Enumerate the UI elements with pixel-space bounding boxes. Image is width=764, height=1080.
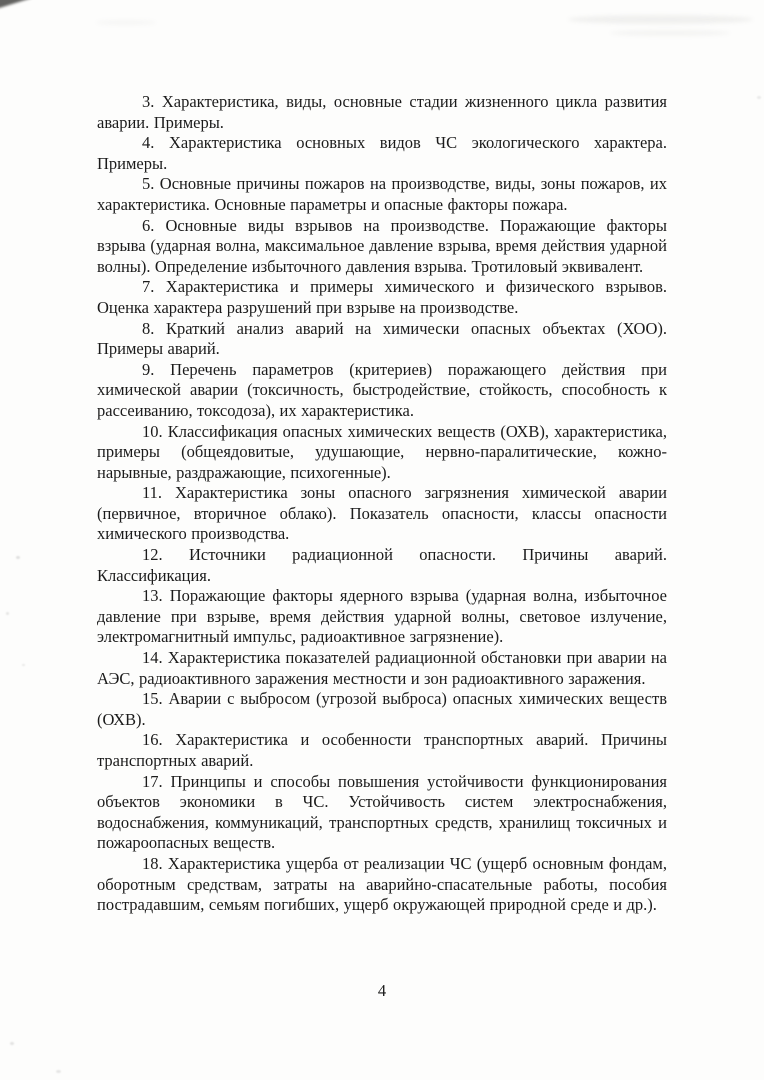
numbered-item bbox=[97, 277, 667, 318]
question-list bbox=[97, 92, 667, 916]
item-text: Принципы и способы повышения устойчивости функционирования объектов экономики в ЧС. Устойчивость систем электроснабжения, водоснабжения, коммуникаций, транспортных средств, хранилищ токсичных и пожароопасных веществ. bbox=[97, 771, 667, 853]
item-number: 18. bbox=[142, 853, 163, 873]
scan-speck bbox=[6, 612, 9, 615]
scan-smudge bbox=[610, 30, 730, 36]
item-number: 15. bbox=[142, 689, 163, 709]
scan-speck bbox=[16, 556, 20, 559]
item-number: 9. bbox=[142, 359, 155, 379]
numbered-item bbox=[97, 772, 667, 854]
numbered-item bbox=[97, 133, 667, 174]
item-number: 13. bbox=[142, 586, 163, 606]
item-text: Перечень параметров (критериев) поражающего действия при химической аварии (токсичность, быстродействие, стойкость, способность к рассеиванию, токсодоза), их характеристика. bbox=[97, 359, 667, 420]
item-text: Характеристика и примеры химического и физического взрывов. Оценка характера разрушений при взрыве на производстве. bbox=[97, 277, 667, 317]
scan-speck bbox=[757, 96, 761, 99]
item-number: 8. bbox=[142, 318, 155, 338]
numbered-item bbox=[97, 174, 667, 215]
numbered-item bbox=[97, 319, 667, 360]
numbered-item bbox=[97, 216, 667, 278]
item-text: Характеристика ущерба от реализации ЧС (ущерб основным фондам, оборотным средствам, затраты на аварийно-спасательные работы, пособия пострадавшим, семьям погибших, ущерб окружающей природной среде и др.). bbox=[97, 853, 667, 915]
item-number: 16. bbox=[142, 730, 163, 750]
item-number: 5. bbox=[142, 174, 155, 194]
scan-speck bbox=[56, 1070, 61, 1073]
item-text: Краткий анализ аварий на химически опасных объектах (ХОО). Примеры аварий. bbox=[97, 318, 667, 359]
item-number: 12. bbox=[142, 545, 163, 565]
item-number: 4. bbox=[142, 133, 155, 153]
item-number: 6. bbox=[142, 215, 155, 235]
numbered-item bbox=[97, 422, 667, 484]
item-text: Поражающие факторы ядерного взрыва (ударная волна, избыточное давление при взрыве, время действия ударной волны, световое излучение, электромагнитный импульс, радиоактивное загрязнение). bbox=[97, 586, 667, 647]
numbered-item bbox=[97, 586, 667, 648]
scan-smudge bbox=[96, 20, 156, 25]
item-text: Характеристика показателей радиационной обстановки при аварии на АЭС, радиоактивного заражения местности и зон радиоактивного заражения. bbox=[97, 648, 667, 688]
item-number: 11. bbox=[142, 483, 163, 503]
item-number: 17. bbox=[142, 771, 163, 791]
item-text: Характеристика зоны опасного загрязнения химической аварии (первичное, вторичное облако). Показатель опасности, классы опасности химического производства. bbox=[97, 483, 667, 544]
scan-smudge bbox=[568, 15, 753, 24]
item-number: 7. bbox=[142, 277, 155, 297]
item-text: Классификация опасных химических веществ (ОХВ), характеристика, примеры (общеядовитые, удушающие, нервно-паралитические, кожно-нарывные, раздражающие, психогенные). bbox=[97, 421, 667, 482]
numbered-item bbox=[97, 483, 667, 545]
item-number: 14. bbox=[142, 648, 163, 668]
item-text: Характеристика и особенности транспортных аварий. Причины транспортных аварий. bbox=[97, 730, 667, 770]
numbered-item bbox=[97, 92, 667, 133]
numbered-item bbox=[97, 689, 667, 730]
item-text: Характеристика основных видов ЧС экологического характера. Примеры. bbox=[97, 133, 667, 173]
numbered-item bbox=[97, 648, 667, 689]
page-number: 4 bbox=[377, 981, 387, 1000]
numbered-item bbox=[97, 854, 667, 916]
numbered-item bbox=[97, 360, 667, 422]
numbered-item bbox=[97, 730, 667, 771]
item-number: 3. bbox=[142, 92, 155, 111]
item-text: Основные причины пожаров на производстве, виды, зоны пожаров, их характеристика. Основные параметры и опасные факторы пожара. bbox=[97, 174, 667, 214]
item-text: Основные виды взрывов на производстве. Поражающие факторы взрыва (ударная волна, максимальное давление взрыва, время действия ударной волны). Определение избыточного давления взрыва. Тротиловый эквивалент. bbox=[97, 215, 667, 276]
scan-corner-artifact bbox=[0, 0, 32, 8]
numbered-item bbox=[97, 545, 667, 586]
item-text: Характеристика, виды, основные стадии жизненного цикла развития аварии. Примеры. bbox=[97, 92, 667, 132]
scan-speck bbox=[22, 664, 25, 666]
scan-speck bbox=[10, 1042, 14, 1045]
item-text: Аварии с выбросом (угрозой выброса) опасных химических веществ (ОХВ). bbox=[97, 689, 667, 729]
item-number: 10. bbox=[142, 421, 163, 441]
item-text: Источники радиационной опасности. Причины аварий. Классификация. bbox=[97, 545, 667, 585]
